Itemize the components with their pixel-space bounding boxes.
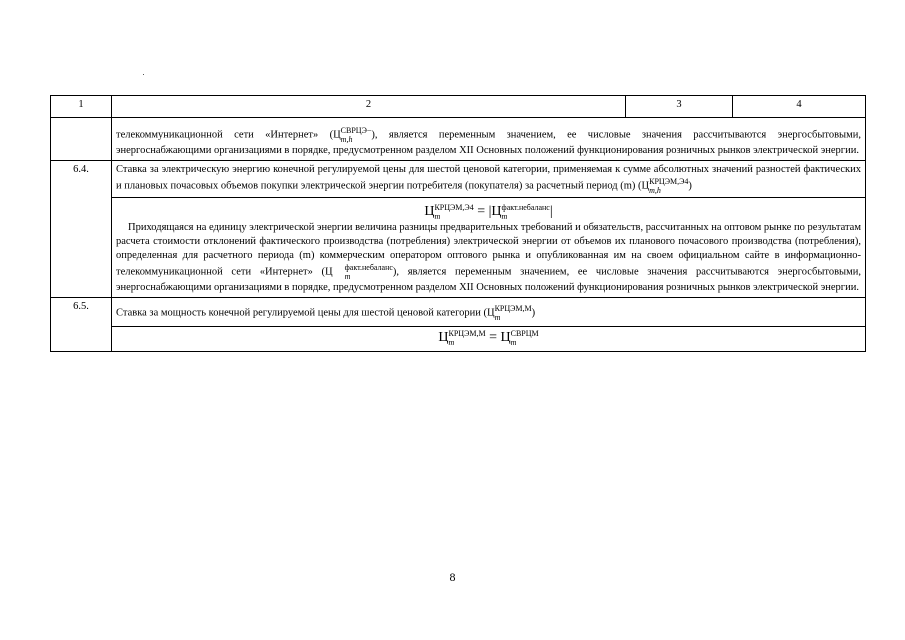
- svrce-superscript: СВРЦЭ−: [340, 126, 372, 135]
- scan-speck: [143, 74, 144, 75]
- page-number: 8: [449, 570, 456, 584]
- continuation-row: [51, 118, 866, 161]
- row-6-5-formula: Ц КРЦЭМ,М m = Ц СВРЦМ m: [112, 327, 866, 352]
- row-6-4-title-sub: m,h: [649, 186, 661, 195]
- svrce-subscript: m,h: [340, 135, 353, 144]
- row-6-5-number: 6.5.: [51, 298, 112, 352]
- column-header-2: 2: [112, 96, 626, 118]
- row-6-4-number: 6.4.: [51, 161, 112, 298]
- row-6-4-title: [51, 161, 866, 198]
- row-6-4-formula-and-description: [51, 198, 866, 298]
- continuation-num-cell: [51, 118, 112, 161]
- row-6-4-body: [112, 198, 866, 298]
- row-6-5-title: [51, 298, 866, 327]
- continuation-text: телекоммуникационной сети «Интернет» (Ц СВРЦЭ− m,h ), является переменным значением, ее числовые значения рассчитываются энергосбытовыми, энергоснабжающими организациями в порядке, предусмотренном разделом XII Основных положений функционирования розничных рынков электрической энергии.: [112, 118, 866, 161]
- row-6-5-formula-row: [51, 327, 866, 352]
- row-6-4-description: Приходящаяся на единицу электрической энергии величина разницы предварительных требований и обязательств, рассчитанных на оптовом рынке по результатам расчета стоимости отклонений фактического производства (потребления) электрической энергии от объемов их планового почасового производства (потребления), определенная для расчетного периода (m) коммерческим оператором оптового рынка и опубликованная им на своем официальном сайте в информационно-телекоммуникационной сети «Интернет» (Ц факт.небаланс m ), является переменным значением, ее числовые значения рассчитываются энергосбытовыми, энергоснабжающими организациями в порядке, предусмотренном разделом XII Основных положений функционирования розничных рынков электрической энергии.: [116, 222, 861, 294]
- tariff-table: [50, 95, 866, 352]
- row-6-4-formula: Ц КРЦЭМ,Э4 m = |Ц факт.небаланс m |: [424, 203, 553, 221]
- row-6-4-title-text: Ставка за электрическую энергию конечной регулируемой цены для шестой ценовой категории, применяемая к сумме абсолютных значений разностей фактических и плановых почасовых объемов покупки электрической энергии потребителя (покупателя) за расчетный период (m) (Ц КРЦЭМ,Э4 m,h ): [112, 161, 866, 198]
- column-header-3: 3: [626, 96, 733, 118]
- row-6-4-title-sup: КРЦЭМ,Э4: [649, 177, 689, 186]
- column-header-4: 4: [733, 96, 866, 118]
- row-6-5-title-text: Ставка за мощность конечной регулируемой цены для шестой ценовой категории (Ц КРЦЭМ,М m ): [112, 298, 866, 327]
- column-header-1: 1: [51, 96, 112, 118]
- column-number-row: [51, 96, 866, 118]
